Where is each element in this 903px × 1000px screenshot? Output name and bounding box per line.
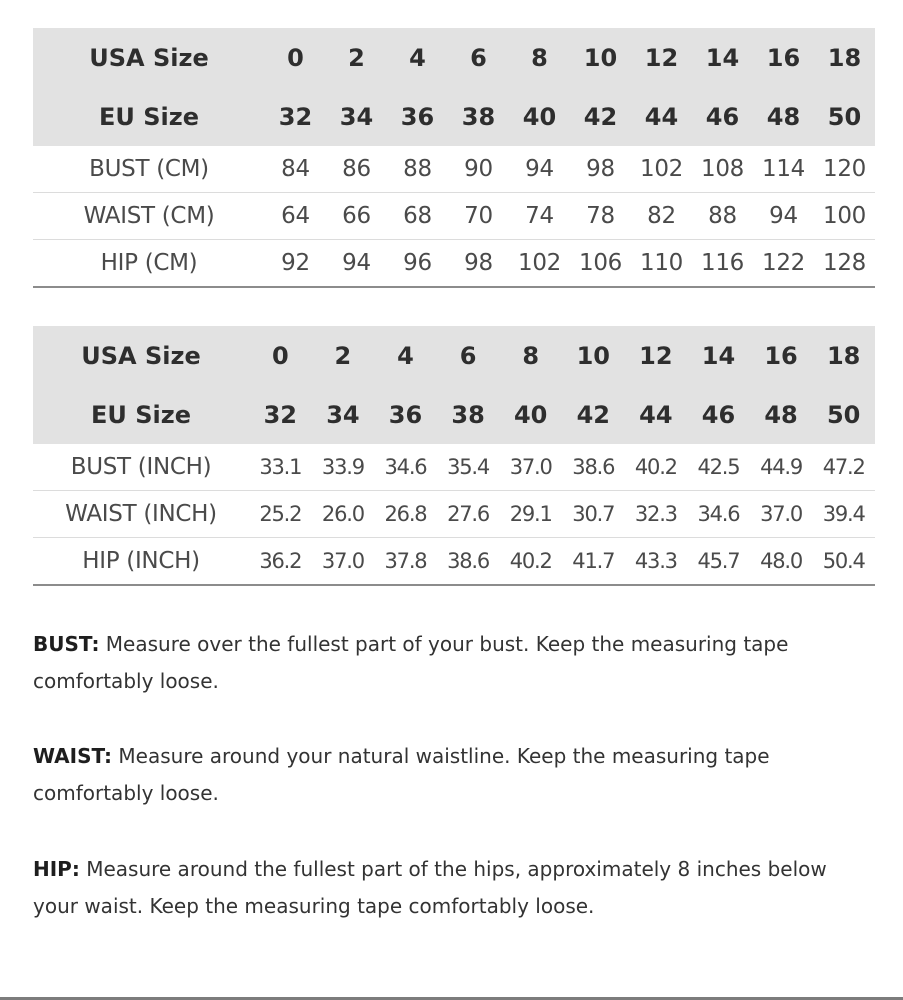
- row-label: WAIST (CM): [33, 193, 265, 240]
- measurement-cell: 74: [509, 193, 570, 240]
- measurement-cell: 37.0: [499, 444, 562, 491]
- measurement-cell: 37.8: [374, 538, 437, 586]
- eu-size-cell: 34: [339, 102, 374, 131]
- eu-size-cell: 42: [583, 102, 618, 131]
- eu-size-cell: 36: [400, 102, 435, 131]
- eu-size-cell: 44: [644, 102, 679, 131]
- hip-term: HIP:: [33, 857, 80, 881]
- row-label: BUST (CM): [33, 146, 265, 193]
- usa-size-cell: 8: [531, 43, 548, 72]
- measurement-cell: 32.3: [625, 491, 688, 538]
- eu-size-cell: 50: [826, 400, 861, 429]
- usa-size-cell: 0: [271, 341, 289, 370]
- eu-size-cell: 40: [522, 102, 557, 131]
- measurement-cell: 70: [448, 193, 509, 240]
- eu-size-cell: 50: [827, 102, 862, 131]
- measurement-cell: 88: [387, 146, 448, 193]
- measurement-cell: 82: [631, 193, 692, 240]
- measurement-cell: 102: [509, 240, 570, 288]
- hip-measure-note: [33, 851, 873, 925]
- usa-size-cell: 8: [522, 341, 540, 370]
- eu-size-cell: 40: [513, 400, 548, 429]
- measurement-cell: 120: [814, 146, 875, 193]
- measurement-cell: 84: [265, 146, 326, 193]
- measurement-cell: 116: [692, 240, 753, 288]
- measurement-cell: 40.2: [499, 538, 562, 586]
- measurement-cell: 37.0: [312, 538, 375, 586]
- eu-size-cell: 46: [701, 400, 736, 429]
- eu-size-cell: 46: [705, 102, 740, 131]
- measurement-cell: 110: [631, 240, 692, 288]
- measurement-cell: 33.9: [312, 444, 375, 491]
- measurement-cell: 94: [326, 240, 387, 288]
- usa-size-label: USA Size: [81, 341, 201, 370]
- measurement-cell: 100: [814, 193, 875, 240]
- measurement-cell: 35.4: [437, 444, 500, 491]
- row-label: WAIST (INCH): [33, 491, 249, 538]
- waist-instruction: Measure around your natural waistline. Keep the measuring tape comfortably loose.: [33, 744, 770, 805]
- measurement-cell: 41.7: [562, 538, 625, 586]
- usa-size-cell: 12: [639, 341, 673, 370]
- measurement-cell: 94: [509, 146, 570, 193]
- eu-size-label: EU Size: [91, 400, 191, 429]
- measurement-cell: 122: [753, 240, 814, 288]
- usa-size-cell: 2: [348, 43, 365, 72]
- usa-size-label: USA Size: [89, 43, 209, 72]
- eu-size-cell: 38: [451, 400, 485, 429]
- hip-inch-row: [33, 538, 875, 586]
- measurement-cell: 29.1: [499, 491, 562, 538]
- measurement-cell: 34.6: [374, 444, 437, 491]
- eu-size-cell: 36: [388, 400, 423, 429]
- usa-size-cell: 4: [409, 43, 426, 72]
- usa-size-cell: 6: [470, 43, 487, 72]
- measurement-cell: 48.0: [750, 538, 813, 586]
- bust-term: BUST:: [33, 632, 100, 656]
- measurement-cell: 34.6: [687, 491, 750, 538]
- eu-size-label: EU Size: [99, 102, 199, 131]
- waist-cm-row: [33, 193, 875, 240]
- size-chart-inch-table: [33, 326, 875, 586]
- usa-size-cell: 10: [576, 341, 610, 370]
- eu-size-cell: 48: [766, 102, 801, 131]
- measurement-cell: 43.3: [625, 538, 688, 586]
- measurement-cell: 33.1: [249, 444, 312, 491]
- waist-term: WAIST:: [33, 744, 113, 768]
- usa-size-row: [33, 326, 875, 385]
- measurement-cell: 90: [448, 146, 509, 193]
- measurement-cell: 37.0: [750, 491, 813, 538]
- usa-size-cell: 14: [701, 341, 736, 370]
- hip-instruction: Measure around the fullest part of the hips, approximately 8 inches below your waist. Keep the measuring tape comfortably loose.: [33, 857, 827, 918]
- measurement-cell: 88: [692, 193, 753, 240]
- eu-size-cell: 32: [278, 102, 313, 131]
- eu-size-cell: 42: [576, 400, 610, 429]
- usa-size-cell: 10: [583, 43, 618, 72]
- row-label: HIP (INCH): [33, 538, 249, 586]
- measurement-cell: 30.7: [562, 491, 625, 538]
- eu-size-cell: 38: [461, 102, 496, 131]
- usa-size-cell: 4: [397, 341, 414, 370]
- hip-cm-row: [33, 240, 875, 288]
- measurement-cell: 40.2: [625, 444, 688, 491]
- eu-size-row: [33, 385, 875, 444]
- measurement-cell: 42.5: [687, 444, 750, 491]
- usa-size-cell: 16: [764, 341, 798, 370]
- measurement-cell: 106: [570, 240, 631, 288]
- measurement-cell: 39.4: [812, 491, 875, 538]
- eu-size-row: [33, 87, 875, 146]
- eu-size-cell: 32: [263, 400, 297, 429]
- waist-measure-note: [33, 738, 873, 812]
- measurement-cell: 68: [387, 193, 448, 240]
- bust-measure-note: [33, 626, 873, 700]
- measurement-cell: 26.0: [312, 491, 375, 538]
- row-label: BUST (INCH): [33, 444, 249, 491]
- usa-size-cell: 18: [827, 43, 862, 72]
- usa-size-cell: 14: [705, 43, 740, 72]
- measurement-cell: 98: [448, 240, 509, 288]
- usa-size-cell: 2: [334, 341, 352, 370]
- measurement-cell: 96: [387, 240, 448, 288]
- measurement-cell: 78: [570, 193, 631, 240]
- eu-size-cell: 34: [326, 400, 360, 429]
- bust-inch-row: [33, 444, 875, 491]
- measurement-cell: 25.2: [249, 491, 312, 538]
- measurement-cell: 27.6: [437, 491, 500, 538]
- size-chart-cm-table: [33, 28, 875, 288]
- usa-size-cell: 12: [644, 43, 679, 72]
- usa-size-cell: 0: [287, 43, 304, 72]
- waist-inch-row: [33, 491, 875, 538]
- measurement-cell: 47.2: [812, 444, 875, 491]
- measurement-cell: 44.9: [750, 444, 813, 491]
- usa-size-cell: 16: [766, 43, 801, 72]
- measurement-cell: 36.2: [249, 538, 312, 586]
- measurement-cell: 128: [814, 240, 875, 288]
- measurement-cell: 64: [265, 193, 326, 240]
- bust-instruction: Measure over the fullest part of your bust. Keep the measuring tape comfortably loose.: [33, 632, 789, 693]
- measurement-cell: 114: [753, 146, 814, 193]
- row-label: HIP (CM): [33, 240, 265, 288]
- measurement-cell: 94: [753, 193, 814, 240]
- measurement-cell: 26.8: [374, 491, 437, 538]
- measurement-cell: 45.7: [687, 538, 750, 586]
- measurement-cell: 98: [570, 146, 631, 193]
- bust-cm-row: [33, 146, 875, 193]
- measurement-cell: 66: [326, 193, 387, 240]
- eu-size-cell: 48: [764, 400, 798, 429]
- usa-size-cell: 6: [459, 341, 477, 370]
- measurement-cell: 38.6: [437, 538, 500, 586]
- measurement-cell: 102: [631, 146, 692, 193]
- measurement-cell: 38.6: [562, 444, 625, 491]
- measurement-cell: 50.4: [812, 538, 875, 586]
- measurement-cell: 108: [692, 146, 753, 193]
- usa-size-cell: 18: [826, 341, 861, 370]
- eu-size-cell: 44: [639, 400, 673, 429]
- usa-size-row: [33, 28, 875, 87]
- measurement-cell: 86: [326, 146, 387, 193]
- measurement-cell: 92: [265, 240, 326, 288]
